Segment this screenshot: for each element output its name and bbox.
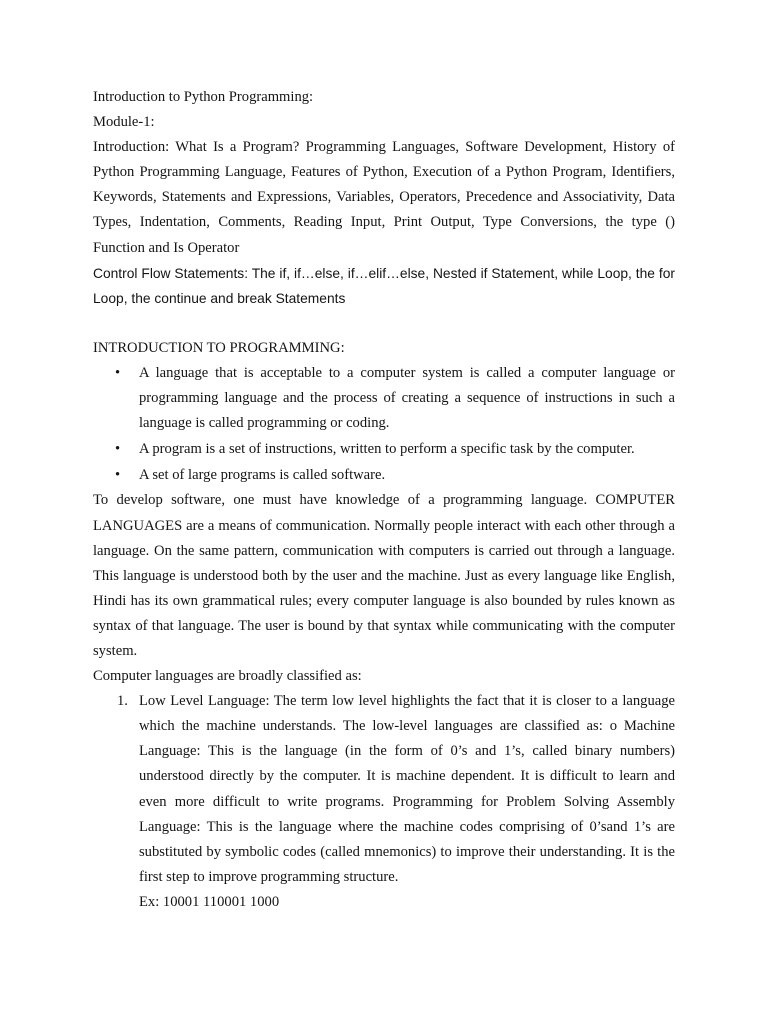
numbered-list — [93, 689, 675, 915]
numbered-item-example: Ex: 10001 110001 1000 — [139, 893, 280, 910]
document-page — [93, 85, 675, 915]
bullet-item: • A set of large programs is called software. — [93, 463, 675, 488]
spacer — [93, 311, 675, 336]
item-number: 1. — [117, 693, 128, 710]
control-flow-topics: Control Flow Statements: The if, if…else, if…elif…else, Nested if Statement, while Loop, the for Loop, the continue and break Statements — [93, 265, 675, 306]
classification-intro: Computer languages are broadly classified as: — [93, 668, 362, 685]
module-label: Module-1: — [93, 114, 155, 131]
body-paragraph: To develop software, one must have knowledge of a programming language. COMPUTER LANGUAGES are a means of communication. Normally people interact with each other through a language. On the same pattern, communication with computers is carried out through a language. This language is understood both by the user and the machine. Just as every language like English, Hindi has its own grammatical rules; every computer language is also bounded by rules known as syntax of that language. The user is bound by that syntax while communicating with the computer system. — [93, 492, 675, 659]
section-heading: INTRODUCTION TO PROGRAMMING: — [93, 339, 345, 356]
bullet-list — [93, 361, 675, 488]
numbered-item — [93, 689, 675, 915]
bullet-item: • A program is a set of instructions, written to perform a specific task by the computer. — [93, 437, 675, 462]
document-title: Introduction to Python Programming: — [93, 89, 314, 105]
numbered-item-text: Low Level Language: The term low level highlights the fact that it is closer to a language which the machine understands. The low-level languages are classified as: o Machine Language: This is the language (in the form of 0’s and 1’s, called binary numbers) understood directly by the computer. It is machine dependent. It is difficult to learn and even more difficult to write programs. Programming for Problem Solving Assembly Language: This is the language where the machine codes comprising of 0’sand 1’s are substituted by symbolic codes (called mnemonics) to improve their understanding. It is the first step to improve programming structure. — [139, 693, 675, 885]
module-topics: Introduction: What Is a Program? Programming Languages, Software Development, History of Python Programming Language, Features of Python, Execution of a Python Program, Identifiers, Keywords, Statements and Expressions, Variables, Operators, Precedence and Associativity, Data Types, Indentation, Comments, Reading Input, Print Output, Type Conversions, the type () Function and Is Operator — [93, 139, 675, 256]
bullet-item: • A language that is acceptable to a computer system is called a computer language or programming language and the process of creating a sequence of instructions in such a language is called programming or coding. — [93, 361, 675, 436]
